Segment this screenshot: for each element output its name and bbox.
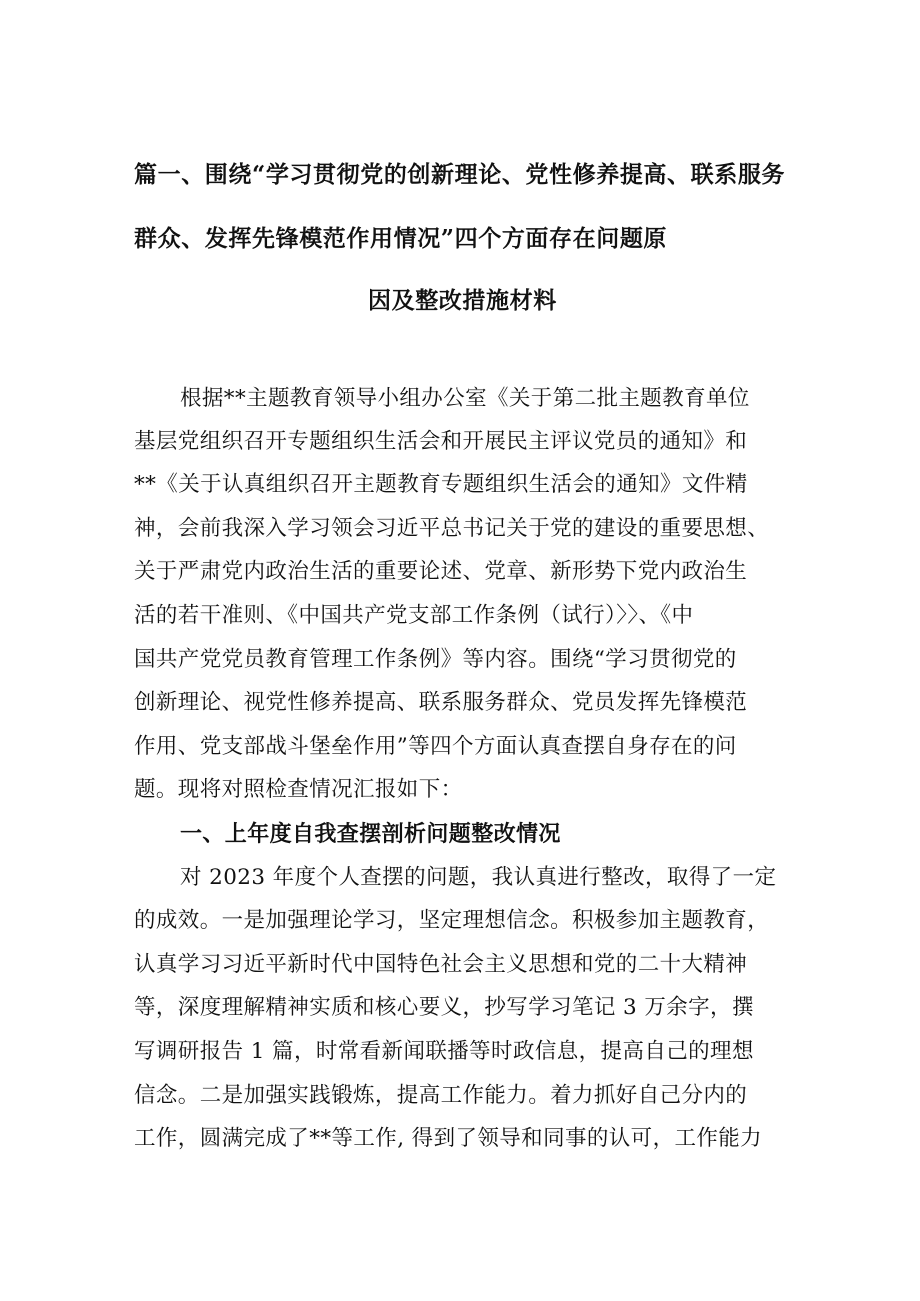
paragraph2-line-5: 写调研报告 1 篇，时常看新闻联播等时政信息，提高自己的理想	[134, 1039, 754, 1064]
paragraph1-line-9: 作用、党支部战斗堡垒作用”等四个方面认真查摆自身存在的问	[134, 734, 737, 759]
paragraph1-line-8: 创新理论、视党性修养提高、联系服务群众、党员发挥先锋模范	[134, 690, 748, 715]
paragraph2-line-7: 工作，圆满完成了**等工作, 得到了领导和同事的认可，工作能力	[134, 1126, 763, 1151]
paragraph2-line-3: 认真学习习近平新时代中国特色社会主义思想和党的二十大精神	[134, 952, 748, 977]
paragraph1-line-4: 神，会前我深入学习领会习近平总书记关于党的建设的重要思想、	[134, 516, 770, 541]
section1-heading: 一、上年度自我查摆剖析问题整改情况	[180, 821, 561, 847]
paragraph2-line-2: 的成效。一是加强理论学习，坚定理想信念。积极参加主题教育，	[134, 908, 770, 933]
paragraph1-line-3: **《关于认真组织召开主题教育专题组织生活会的通知》文件精	[134, 472, 748, 497]
document-title-line-3: 因及整改措施材料	[368, 287, 557, 314]
paragraph1-line-5: 关于严肃党内政治生活的重要论述、党章、新形势下党内政治生	[134, 559, 748, 584]
document-title-line-2: 群众、发挥先锋模范作用情况”四个方面存在问题原	[134, 225, 668, 252]
paragraph1-line-2: 基层党组织召开专题组织生活会和开展民主评议党员的通知》和	[134, 429, 748, 454]
paragraph2-line-6: 信念。二是加强实践锻炼，提高工作能力。着力抓好自己分内的	[134, 1083, 748, 1108]
paragraph1-line-6: 活的若干准则、《中国共产党支部工作条例（试行）〉〉、《中	[134, 603, 694, 628]
paragraph2-line-4: 等，深度理解精神实质和核心要义，抄写学习笔记 3 万余字，撰	[134, 995, 754, 1020]
paragraph2-line-1: 对 2023 年度个人查摆的问题，我认真进行整改，取得了一定	[180, 865, 777, 890]
paragraph1-line-10: 题。现将对照检查情况汇报如下：	[134, 777, 463, 802]
document-title-line-1: 篇一、围绕“学习贯彻党的创新理论、党性修养提高、联系服务	[134, 161, 786, 188]
paragraph1-line-7: 国共产党党员教育管理工作条例》等内容。围绕“学习贯彻党的	[134, 647, 737, 672]
paragraph1-line-1: 根据**主题教育领导小组办公室《关于第二批主题教育单位	[180, 386, 750, 411]
